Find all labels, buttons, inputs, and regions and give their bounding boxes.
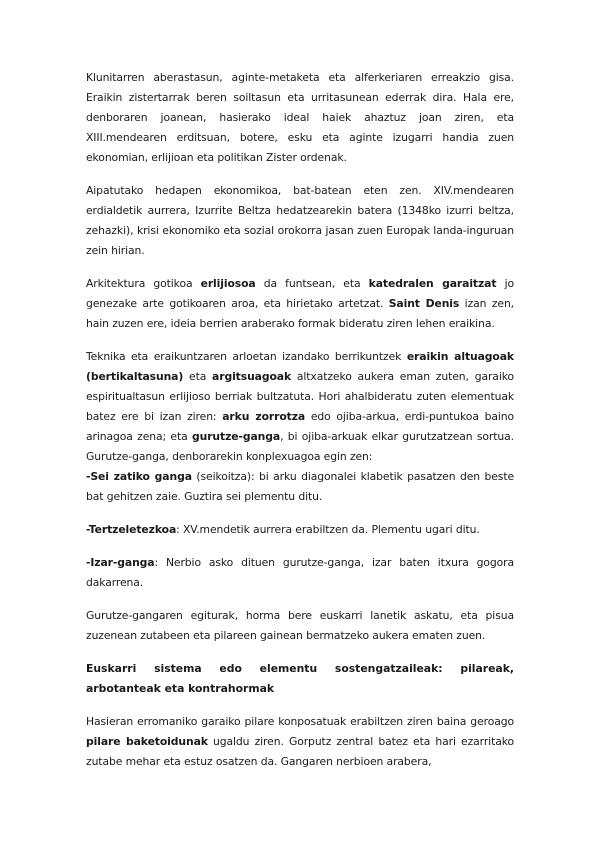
paragraph-izurrite-beltza: Aipatutako hedapen ekonomikoa, bat-batean eten zen. XIV.mendearen erdialdetik aurrera, Izurrite Beltza hedatzearekin batera (1348ko izurri beltza, zehazki), krisi ekonomiko eta sozial orokorra jasan zuen Europak landa-inguruan zein hirian. bbox=[86, 184, 514, 257]
paragraph-sei-zatiko-ganga bbox=[86, 467, 514, 507]
document-page bbox=[86, 68, 514, 785]
text-run: , bi ojiba-arkuak elkar gurutzatzean sortua. Gurutze-ganga, denborarekin konplexuagoa egin zen: bbox=[86, 430, 514, 463]
paragraph-tertzeletezkoa bbox=[86, 520, 514, 540]
paragraph-teknika bbox=[86, 347, 514, 467]
bold-term: gurutze-ganga bbox=[191, 430, 281, 443]
text-run: Teknika eta eraikuntzaren arloetan izandako berrikuntzek bbox=[86, 350, 407, 363]
bold-term: -Tertzeletezkoa bbox=[86, 523, 177, 536]
paragraph-zister: Klunitarren aberastasun, aginte-metaketa eta alferkeriaren erreakzio gisa. Eraikin zistertarrak beren soiltasun eta urritasunean ederrak dira. Hala ere, denboraren joanean, hasierako ideal haiek ahaztuz joan ziren, eta XIII.mendearen erditsuan, botere, esku eta aginte izugarri handia zuen ekonomian, erlijioan eta politikan Zister ordenak. bbox=[86, 71, 514, 164]
text-run: : Nerbio asko dituen gurutze-ganga, izar baten itxura gogora dakarrena. bbox=[86, 556, 514, 589]
text-run: : XV.mendetik aurrera erabiltzen da. Plementu ugari ditu. bbox=[176, 523, 480, 536]
paragraph-gurutze-ganga-egitura: Gurutze-gangaren egiturak, horma bere euskarri lanetik askatu, eta pisua zuzenean zutabeen eta pilareen gainean bermatzeko aukera ematen zuen. bbox=[86, 609, 514, 642]
bold-term: erlijiosoa bbox=[200, 277, 256, 290]
text-run: edo ojiba-arkua, erdi-puntukoa baino arinagoa zena; eta bbox=[86, 410, 515, 443]
bold-term: argitsuagoak bbox=[212, 370, 292, 383]
bold-term: eraikin altuagoak (bertikaltasuna) bbox=[86, 350, 514, 383]
text-run: eta bbox=[183, 370, 213, 383]
text-run: jo genezake arte gotikoaren aroa, eta hirietako artetzat. bbox=[86, 277, 514, 310]
bold-term: katedralen garaitzat bbox=[368, 277, 497, 290]
text-run: da funtsean, eta bbox=[255, 277, 369, 290]
bold-term: -Sei zatiko ganga bbox=[86, 470, 192, 483]
text-run: (seikoitza): bi arku diagonalei klabetik pasatzen den beste bat gehitzen zaie. Guztira sei plementu ditu. bbox=[86, 470, 514, 503]
section-heading: Euskarri sistema edo elementu sostengatzaileak: pilareak, arbotanteak eta kontrahormak bbox=[86, 662, 514, 695]
bold-term: pilare baketoidunak bbox=[86, 735, 208, 748]
bold-term: arku zorrotza bbox=[222, 410, 306, 423]
text-run: altxatzeko aukera eman zuten, garaiko espiritualtasun erlijioso berriak bultzatuta. Hori ahalbideratu zuten elementuak batez ere bi izan ziren: bbox=[86, 370, 514, 423]
paragraph-pilareak bbox=[86, 712, 514, 772]
text-run: ugaldu ziren. Gorputz zentral batez eta hari ezarritako zutabe mehar eta estuz osatzen da. Gangaren nerbioen arabera, bbox=[86, 735, 514, 768]
paragraph-arkitektura-gotikoa bbox=[86, 274, 514, 334]
text-run: Arkitektura gotikoa bbox=[86, 277, 201, 290]
bold-term: -Izar-ganga bbox=[86, 556, 155, 569]
text-run: izan zen, hain zuzen ere, ideia berrien araberako formak bideratu ziren lehen eraikina. bbox=[86, 297, 515, 330]
bold-term: Saint Denis bbox=[388, 297, 460, 310]
text-run: Hasieran erromaniko garaiko pilare konposatuak erabiltzen ziren baina geroago bbox=[86, 715, 514, 728]
paragraph-izar-ganga bbox=[86, 553, 514, 593]
